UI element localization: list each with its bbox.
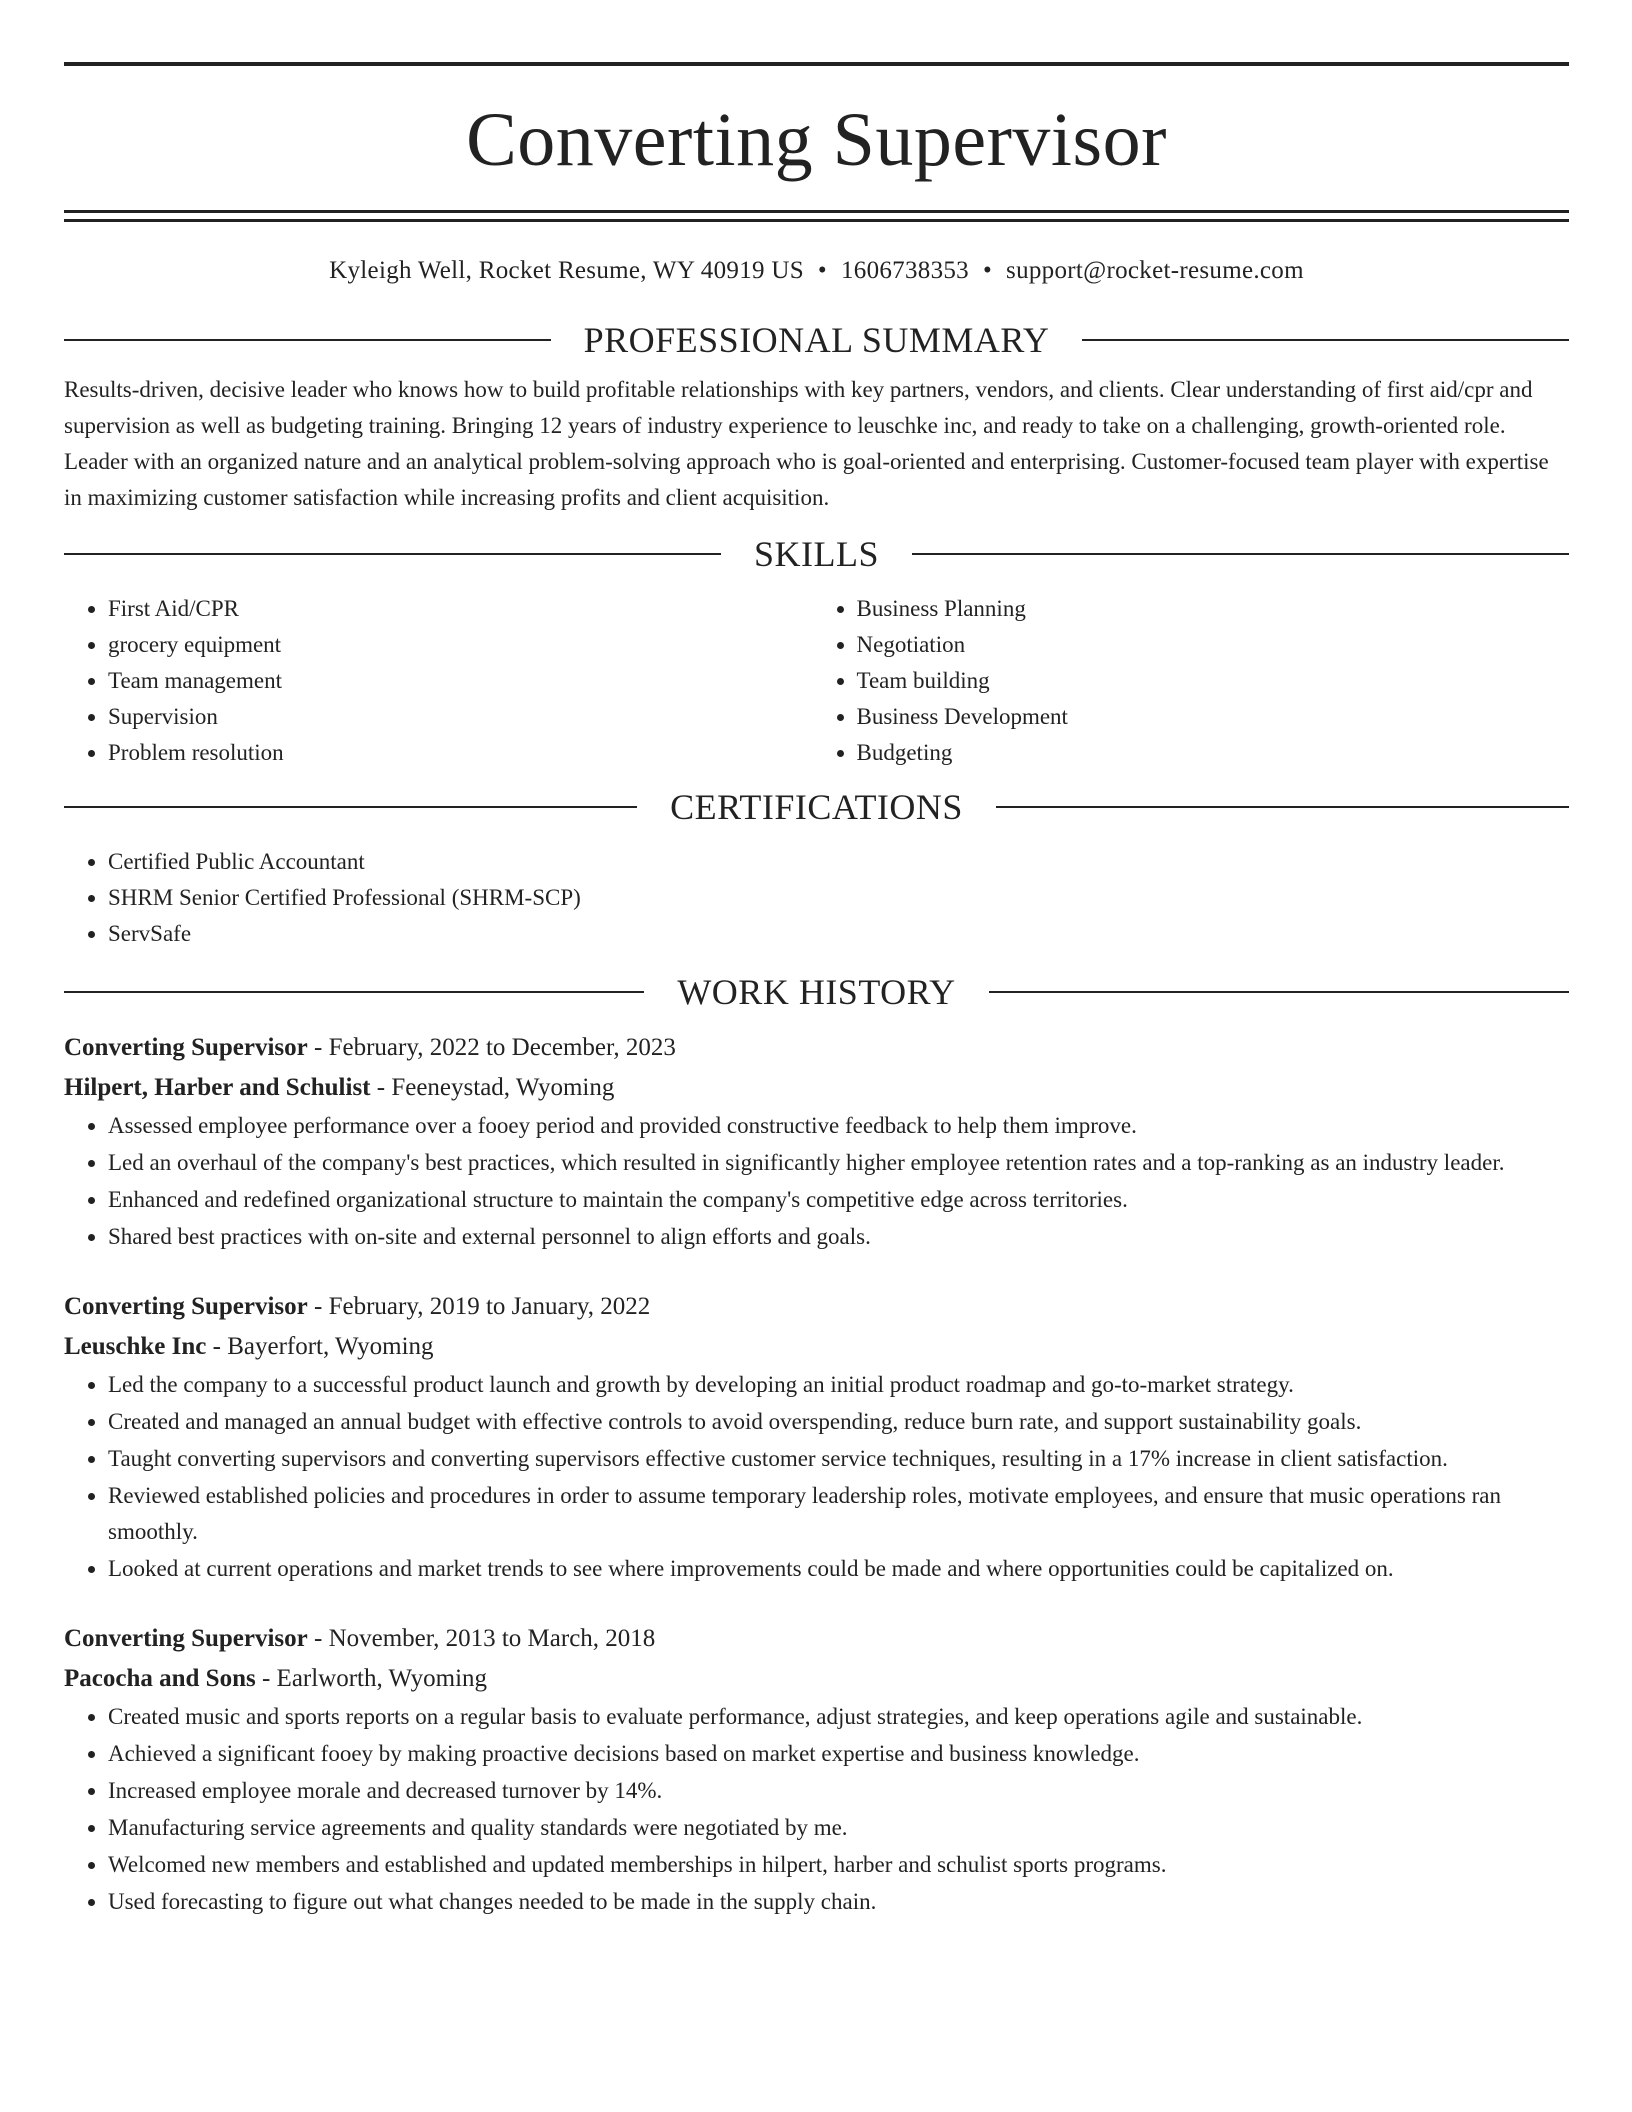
- job-bullet: • Used forecasting to figure out what changes needed to be made in the supply chain.: [108, 1884, 1569, 1920]
- work-history-heading: [64, 972, 1569, 1012]
- summary-text: Results-driven, decisive leader who knows how to build profitable relationships with key partners, vendors, and clients. Clear understanding of first aid/cpr and supervision as well as budgeting training. Bringing 12 years of industry experience to leuschke inc, and ready to take on a challenging, growth-oriented role. Leader with an organized nature and an analytical problem-solving approach who is goal-oriented and enterprising. Customer-focused team player with expertise in maximizing customer satisfaction while increasing profits and client acquisition.: [64, 377, 1549, 510]
- job-bullet: • Assessed employee performance over a fooey period and provided constructive feedback to help them improve.: [108, 1108, 1569, 1144]
- skill-item: • Problem resolution: [108, 735, 817, 771]
- summary-heading-label: PROFESSIONAL SUMMARY: [583, 320, 1050, 360]
- certifications-list: [64, 844, 1569, 952]
- heading-rule-right: [989, 991, 1569, 993]
- job-location: - Earlworth, Wyoming: [255, 1665, 488, 1692]
- job-title: Converting Supervisor: [64, 1293, 308, 1320]
- skills-column-left: [64, 591, 817, 771]
- job-company-line: [64, 1327, 1569, 1367]
- job-bullet: • Led an overhaul of the company's best practices, which resulted in significantly higher employee retention rates and a top-ranking as an industry leader.: [108, 1145, 1569, 1181]
- job-company-line: [64, 1068, 1569, 1108]
- skill-item: • Team management: [108, 663, 817, 699]
- skills-heading: [64, 534, 1569, 574]
- contact-separator: •: [817, 257, 827, 284]
- job-company: Leuschke Inc: [64, 1333, 207, 1360]
- top-rule: [64, 62, 1569, 66]
- job-bullet: • Taught converting supervisors and converting supervisors effective customer service techniques, resulting in a 17% increase in client satisfaction.: [108, 1441, 1569, 1477]
- certification-item: • Certified Public Accountant: [108, 844, 1569, 880]
- job-bullet: • Manufacturing service agreements and quality standards were negotiated by me.: [108, 1810, 1569, 1846]
- resume-page: [64, 62, 1569, 1921]
- job-company: Hilpert, Harber and Schulist: [64, 1074, 371, 1101]
- job-entry: [64, 1619, 1569, 1920]
- resume-title: Converting Supervisor: [466, 98, 1167, 182]
- job-dates: - February, 2019 to January, 2022: [307, 1293, 651, 1320]
- job-bullet: • Enhanced and redefined organizational structure to maintain the company's competitive edge across territories.: [108, 1182, 1569, 1218]
- certification-item: • ServSafe: [108, 916, 1569, 952]
- job-bullet: • Achieved a significant fooey by making proactive decisions based on market expertise and business knowledge.: [108, 1736, 1569, 1772]
- job-title-line: [64, 1619, 1569, 1659]
- heading-rule-right: [1082, 339, 1569, 341]
- job-bullet: • Created music and sports reports on a regular basis to evaluate performance, adjust strategies, and keep operations agile and sustainable.: [108, 1699, 1569, 1735]
- job-bullet: • Increased employee morale and decreased turnover by 14%.: [108, 1773, 1569, 1809]
- job-bullet: • Led the company to a successful product launch and growth by developing an initial product roadmap and go-to-market strategy.: [108, 1367, 1569, 1403]
- heading-rule-left: [64, 339, 551, 341]
- skill-item: • Budgeting: [857, 735, 1570, 771]
- job-bullet-list: [64, 1108, 1569, 1255]
- job-bullet: • Looked at current operations and market trends to see where improvements could be made and where opportunities could be capitalized on.: [108, 1551, 1569, 1587]
- job-bullet-list: [64, 1367, 1569, 1587]
- summary-heading: [64, 320, 1569, 360]
- job-location: - Bayerfort, Wyoming: [206, 1333, 434, 1360]
- job-title-line: [64, 1028, 1569, 1068]
- skill-item: • Supervision: [108, 699, 817, 735]
- job-location: - Feeneystad, Wyoming: [370, 1074, 615, 1101]
- job-entry: [64, 1028, 1569, 1255]
- skill-item: • grocery equipment: [108, 627, 817, 663]
- contact-address: Kyleigh Well, Rocket Resume, WY 40919 US: [329, 257, 804, 284]
- job-title-line: [64, 1287, 1569, 1327]
- certifications-heading-label: CERTIFICATIONS: [670, 787, 963, 827]
- job-entry: [64, 1287, 1569, 1587]
- contact-line: [64, 256, 1569, 286]
- job-bullet: • Created and managed an annual budget with effective controls to avoid overspending, reduce burn rate, and support sustainability goals.: [108, 1404, 1569, 1440]
- skills-column-right: [817, 591, 1570, 771]
- skills-list: [64, 591, 1569, 771]
- job-dates: - February, 2022 to December, 2023: [307, 1034, 676, 1061]
- certifications-heading: [64, 787, 1569, 827]
- contact-separator: •: [982, 257, 993, 284]
- heading-rule-right: [912, 553, 1569, 555]
- job-title: Converting Supervisor: [64, 1625, 308, 1652]
- job-bullet-list: [64, 1699, 1569, 1920]
- job-bullet: • Shared best practices with on-site and external personnel to align efforts and goals.: [108, 1219, 1569, 1255]
- skills-heading-label: SKILLS: [754, 534, 880, 574]
- skill-item: • First Aid/CPR: [108, 591, 817, 627]
- job-bullet: • Reviewed established policies and procedures in order to assume temporary leadership roles, motivate employees, and ensure that music operations ran smoothly.: [108, 1478, 1569, 1550]
- heading-rule-left: [64, 991, 644, 993]
- skill-item: • Team building: [857, 663, 1570, 699]
- work-history-heading-label: WORK HISTORY: [677, 972, 956, 1012]
- job-dates: - November, 2013 to March, 2018: [307, 1625, 656, 1652]
- skill-item: • Business Development: [857, 699, 1570, 735]
- skill-item: • Business Planning: [857, 591, 1570, 627]
- certification-item: • SHRM Senior Certified Professional (SHRM-SCP): [108, 880, 1569, 916]
- contact-phone: 1606738353: [840, 257, 969, 284]
- heading-rule-right: [996, 806, 1569, 808]
- job-title: Converting Supervisor: [64, 1034, 308, 1061]
- job-company: Pacocha and Sons: [64, 1665, 256, 1692]
- job-company-line: [64, 1659, 1569, 1699]
- skill-item: • Negotiation: [857, 627, 1570, 663]
- contact-email: support@rocket-resume.com: [1006, 257, 1304, 284]
- job-bullet: • Welcomed new members and established and updated memberships in hilpert, harber and schulist sports programs.: [108, 1847, 1569, 1883]
- heading-rule-left: [64, 553, 721, 555]
- title-double-rule: [64, 210, 1569, 222]
- heading-rule-left: [64, 806, 637, 808]
